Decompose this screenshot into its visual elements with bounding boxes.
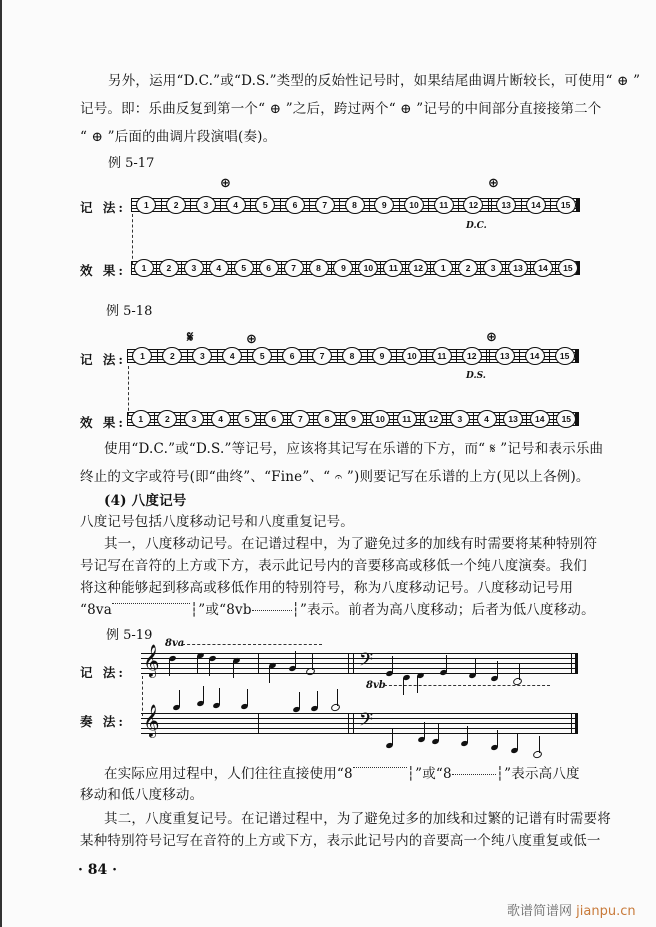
measure-number: 3: [192, 347, 212, 365]
staff-line: [141, 713, 575, 714]
ottava-dashed-line: [384, 685, 550, 686]
measure: [306, 261, 331, 275]
barline: [258, 653, 259, 674]
note-stem: [247, 689, 248, 706]
final-barline: [575, 349, 579, 363]
measure-number: 10: [358, 259, 378, 277]
paragraph-line: 号记写在音符的上方或下方，表示此记号内的音要移高或移低一个纯八度演奏。我们: [80, 558, 587, 574]
connector-line: [128, 366, 129, 416]
example-label: 例 5-18: [106, 304, 153, 319]
note-stem: [269, 666, 270, 683]
note-stem: [467, 726, 468, 743]
text-segment: ┆”或“8vb: [189, 602, 252, 618]
connector-line: [132, 214, 133, 264]
text-segment: ┆”或“8: [406, 766, 452, 782]
note-stem: [424, 722, 425, 739]
measure: [393, 412, 420, 426]
note-stem: [392, 728, 393, 745]
staff-line: [141, 673, 575, 674]
measure-number: 2: [458, 259, 478, 277]
measure-number: 5: [237, 410, 257, 428]
measure-number: 3: [184, 410, 204, 428]
section-heading: (4) 八度记号: [104, 493, 187, 509]
notation-label: 记 法:: [80, 665, 126, 680]
watermark-cn: 歌谱简谱网: [507, 904, 573, 919]
barline: [571, 653, 572, 674]
effect-label: 效 果:: [80, 263, 126, 278]
staff-notation-5-18: [127, 349, 579, 363]
measure: [340, 412, 367, 426]
example-label: 例 5-19: [106, 628, 153, 643]
measure-number: 8: [317, 410, 337, 428]
paragraph-line: 记号。即：乐曲反复到第一个“ ⊕ ”之后，跨过两个“ ⊕ ”记号的中间部分直接接第二个: [80, 101, 602, 117]
measure-number: 7: [315, 196, 335, 214]
segno-icon: 𝄋: [187, 328, 194, 346]
staff-line: [141, 658, 575, 659]
note-stem: [317, 691, 318, 708]
measure-number: 12: [462, 347, 482, 365]
measure: [220, 198, 250, 212]
measure-number: 2: [159, 259, 179, 277]
coda-icon: ⊕: [486, 330, 497, 345]
staff-notation-5-19: [141, 644, 575, 677]
notation-label: 记 法:: [80, 200, 126, 215]
example-label: 例 5-17: [108, 156, 155, 171]
measure: [247, 349, 277, 363]
paragraph-line: [80, 601, 595, 619]
note-stem: [446, 655, 447, 672]
staff-line: [141, 663, 575, 664]
measure-number: 14: [530, 410, 550, 428]
paragraph-line: 其二，八度重复记号。在记谱过程中，为了避免过多的加线和过繁的记谱有时需要将: [104, 811, 611, 827]
measure: [367, 349, 397, 363]
paragraph-line: 终止的文字或符号(即“曲终”、“Fine”、“ 𝄐 ”)则要记写在乐谱的上方(见以上各例)。: [80, 469, 590, 485]
note-stem: [403, 678, 404, 695]
measure-number: 14: [526, 196, 546, 214]
note-stem: [219, 688, 220, 705]
measure: [339, 198, 369, 212]
dotted-line: [252, 610, 292, 611]
paragraph-line: 某种特别符号记写在音符的上方或下方，表示此记号内的音要高一个纯八度重复或低一: [80, 833, 601, 849]
measure: [309, 198, 339, 212]
measure: [131, 198, 161, 212]
measure-number: 8: [345, 196, 365, 214]
staff-notation-5-17: [131, 198, 580, 212]
measure: [280, 198, 310, 212]
staff-effect-5-18: [127, 412, 579, 426]
measure: [486, 349, 519, 363]
measure: [458, 198, 488, 212]
measure: [256, 261, 281, 275]
note-stem: [233, 661, 234, 678]
measure: [355, 261, 380, 275]
barline: [575, 713, 578, 734]
measure-number: 12: [408, 259, 428, 277]
measure-number: 13: [508, 259, 528, 277]
measure: [428, 198, 458, 212]
measure-number: 14: [525, 347, 545, 365]
note-stem: [197, 656, 198, 673]
measure: [181, 261, 206, 275]
measure-number: 12: [423, 410, 443, 428]
measure-number: 1: [136, 196, 156, 214]
staff-performance-5-19: [141, 704, 575, 737]
measure: [190, 198, 220, 212]
staff-line: [141, 723, 575, 724]
measure: [127, 412, 154, 426]
measure: [473, 412, 500, 426]
note-stem: [539, 736, 540, 753]
measure-number: 5: [234, 259, 254, 277]
measure: [446, 412, 473, 426]
note-stem: [392, 656, 393, 673]
text-segment: ┆”表示。前者为高八度移动；后者为低八度移动。: [291, 602, 595, 618]
measure: [156, 261, 181, 275]
measure: [555, 261, 580, 275]
measure: [180, 412, 207, 426]
measure: [455, 261, 480, 275]
measure: [187, 349, 217, 363]
paragraph-line: 将这种能够起到移高或移低作用的特别符号，称为八度移动记号。八度移动记号用: [80, 580, 574, 596]
measure: [157, 349, 187, 363]
measure-number: 11: [383, 259, 403, 277]
measure-number: 4: [477, 410, 497, 428]
notation-label: 记 法:: [80, 352, 126, 367]
note-stem: [475, 658, 476, 675]
bass-clef-icon: 𝄢: [359, 650, 374, 675]
measure: [399, 198, 429, 212]
note-stem: [299, 692, 300, 709]
measure-number: 11: [434, 196, 454, 214]
measure-number: 6: [282, 347, 302, 365]
dotted-line: [452, 774, 496, 775]
measure-number: 4: [211, 410, 231, 428]
page-number: · 84 ·: [78, 862, 117, 878]
paragraph-line: 其一，八度移动记号。在记谱过程中，为了避免过多的加线有时需要将某种特别符: [104, 536, 598, 552]
dc-marking: D.C.: [466, 221, 487, 231]
measure-number: 9: [344, 410, 364, 428]
measure-number: 3: [196, 196, 216, 214]
measure-number: 12: [463, 196, 483, 214]
ds-marking: D.S.: [466, 371, 486, 381]
measure: [233, 412, 260, 426]
note-stem: [209, 659, 210, 676]
measure: [420, 412, 447, 426]
measure: [519, 349, 549, 363]
measure-number: 3: [483, 259, 503, 277]
measure-number: 10: [404, 196, 424, 214]
measure-number: 6: [259, 259, 279, 277]
note-stem: [203, 686, 204, 703]
staff-line: [141, 733, 575, 734]
measure: [369, 198, 399, 212]
watermark: [507, 900, 636, 919]
measure: [405, 261, 430, 275]
measure: [206, 261, 231, 275]
measure-number: 1: [132, 347, 152, 365]
dotted-line: [353, 767, 407, 768]
paragraph-line: [104, 765, 580, 783]
measure-number: 14: [533, 259, 553, 277]
note-head: [330, 703, 341, 713]
measure: [313, 412, 340, 426]
measure: [488, 198, 521, 212]
measure-number: 10: [402, 347, 422, 365]
measure: [337, 349, 367, 363]
performance-label: 奏 法:: [80, 714, 126, 729]
measure: [480, 261, 505, 275]
paragraph-line: 另外，运用“D.C.”或“D.S.”类型的反始性记号时，如果结尾曲调片断较长，可使用“ ⊕ ”: [108, 73, 641, 89]
paragraph-line: “ ⊕ ”后面的曲调片段演唱(奏)。: [80, 129, 277, 145]
measure: [380, 261, 405, 275]
measure-number: 4: [226, 196, 246, 214]
note-stem: [497, 730, 498, 747]
ottava-up-text: “8va: [80, 602, 112, 618]
measure: [426, 349, 456, 363]
measure-number: 13: [495, 347, 515, 365]
dotted-line: [112, 603, 190, 604]
measure-number: 6: [285, 196, 305, 214]
measure-number: 1: [134, 259, 154, 277]
note-stem: [295, 651, 296, 668]
note-stem: [312, 653, 313, 670]
measure: [260, 412, 287, 426]
measure: [277, 349, 307, 363]
ottava-down-mark: 8vb: [366, 680, 386, 691]
measure-number: 7: [312, 347, 332, 365]
measure: [499, 412, 526, 426]
paragraph-line: 八度记号包括八度移动记号和八度重复记号。: [80, 514, 354, 530]
measure-number: 6: [264, 410, 284, 428]
note-head: [305, 667, 316, 677]
staff-effect-5-17: [131, 261, 580, 275]
measure-number: 8: [309, 259, 329, 277]
measure-number: 9: [374, 196, 394, 214]
note-head: [532, 750, 543, 760]
measure: [331, 261, 356, 275]
ottava-dashed-line: [182, 644, 322, 645]
measure: [231, 261, 256, 275]
measure-number: 1: [131, 410, 151, 428]
treble-clef-icon: 𝄞: [143, 704, 160, 737]
note-stem: [179, 690, 180, 707]
measure-number: 1: [433, 259, 453, 277]
measure-number: 5: [255, 196, 275, 214]
measure: [505, 261, 530, 275]
measure: [287, 412, 314, 426]
note-stem: [337, 689, 338, 706]
measure-number: 8: [342, 347, 362, 365]
treble-clef-icon: 𝄞: [143, 644, 160, 677]
measure: [456, 349, 486, 363]
page-edge: [0, 0, 2, 927]
barline: [348, 713, 349, 734]
barline: [353, 713, 354, 734]
measure-number: 13: [496, 196, 516, 214]
staff-line: [141, 668, 575, 669]
measure: [127, 349, 157, 363]
note-stem: [497, 661, 498, 678]
measure: [250, 198, 280, 212]
watermark-url: jianpu.cn: [576, 904, 636, 919]
measure: [217, 349, 247, 363]
measure: [131, 261, 156, 275]
measure: [307, 349, 337, 363]
measure-number: 9: [372, 347, 392, 365]
coda-icon: ⊕: [246, 332, 257, 347]
measure-number: 11: [397, 410, 417, 428]
text-segment: ┆”表示高八度: [495, 766, 580, 782]
measure-number: 3: [450, 410, 470, 428]
measure-number: 2: [157, 410, 177, 428]
measure-number: 5: [252, 347, 272, 365]
measure-number: 13: [503, 410, 523, 428]
coda-icon: ⊕: [220, 176, 231, 191]
barline: [571, 713, 572, 734]
measure-number: 2: [162, 347, 182, 365]
measure: [530, 261, 555, 275]
note-stem: [169, 659, 170, 676]
measure: [396, 349, 426, 363]
measure: [281, 261, 306, 275]
effect-label: 效 果:: [80, 415, 126, 430]
measure: [430, 261, 455, 275]
measure-number: 9: [333, 259, 353, 277]
measure-number: 15: [555, 347, 575, 365]
paragraph-line: 移动和低八度移动。: [80, 787, 204, 803]
measure-number: 4: [209, 259, 229, 277]
measure-number: 2: [166, 196, 186, 214]
measure: [521, 198, 551, 212]
note-stem: [517, 733, 518, 750]
barline: [348, 653, 349, 674]
measure-number: 3: [184, 259, 204, 277]
measure: [154, 412, 181, 426]
measure-number: 7: [284, 259, 304, 277]
staff-line: [141, 718, 575, 719]
staff-line: [141, 728, 575, 729]
measure: [161, 198, 191, 212]
measure: [207, 412, 234, 426]
ottava-up-mark: 8va: [165, 638, 185, 649]
final-barline: [576, 198, 580, 212]
note-stem: [438, 724, 439, 741]
staff-line: [141, 653, 575, 654]
barline: [353, 653, 354, 674]
barline: [575, 653, 578, 674]
measure-number: 7: [290, 410, 310, 428]
measure-number: 4: [222, 347, 242, 365]
measure-number: 10: [370, 410, 390, 428]
coda-icon: ⊕: [488, 176, 499, 191]
measure-number: 15: [556, 196, 576, 214]
measure-number: 15: [558, 259, 578, 277]
paragraph-line: 使用“D.C.”或“D.S.”等记号，应该将其记写在乐谱的下方，而“ 𝄋 ”记号和表示乐曲: [104, 441, 604, 457]
measure: [366, 412, 393, 426]
barline: [258, 713, 259, 734]
measure: [526, 412, 553, 426]
bass-clef-icon: 𝄢: [359, 710, 374, 735]
note-stem: [519, 663, 520, 680]
text-segment: 在实际应用过程中，人们往往直接使用“8: [104, 766, 353, 782]
measure-number: 11: [432, 347, 452, 365]
measure-number: 15: [556, 410, 576, 428]
